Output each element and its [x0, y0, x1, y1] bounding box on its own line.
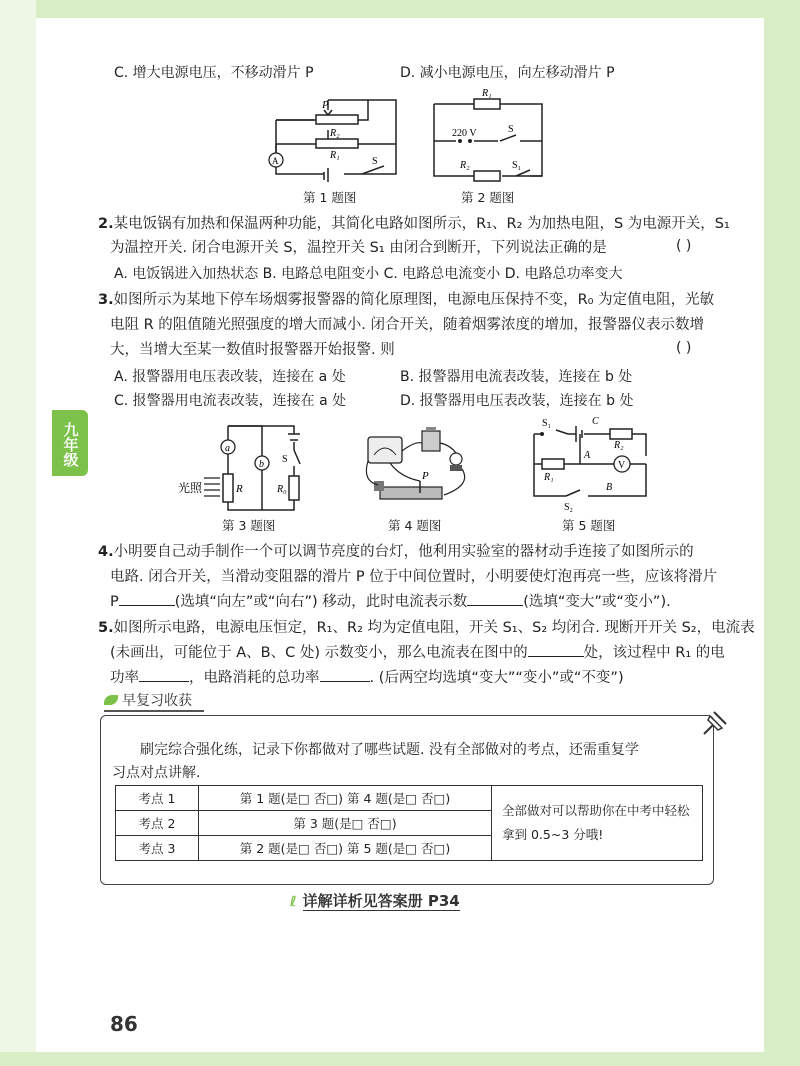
review-kp-2: 考点 2: [116, 811, 199, 836]
figure-5-caption: 第 5 题图: [562, 518, 616, 533]
fig2-label-r2: R₂: [460, 160, 470, 171]
fig1-label-r1: R₁: [330, 150, 340, 161]
q5-number: 5.: [98, 620, 114, 636]
q5-blank-total-power[interactable]: [320, 667, 370, 682]
fig3-label-r: R: [236, 483, 243, 495]
q5-blank-position[interactable]: [528, 642, 584, 657]
figure-4-caption: 第 4 题图: [388, 518, 442, 533]
q5-blank-r1-power[interactable]: [139, 667, 189, 682]
q4-blank-direction[interactable]: [119, 591, 175, 606]
fig3-label-light: 光照: [178, 481, 203, 495]
q3-answer-paren: ( ): [676, 340, 692, 356]
page-edge-right: [764, 0, 800, 1066]
fig1-label-p: P: [322, 99, 329, 111]
review-table: [115, 785, 703, 861]
q3-option-b: B. 报警器用电流表改装，连接在 b 处: [400, 369, 633, 385]
figure-5-circuit: [528, 412, 658, 512]
fig4-label-p: P: [422, 470, 429, 482]
fig5-label-v: V: [618, 460, 626, 471]
q4-blank-current[interactable]: [467, 591, 523, 606]
review-kp-1: 考点 1: [116, 786, 199, 811]
review-items-3[interactable]: 第 2 题(是□ 否□) 第 5 题(是□ 否□): [199, 836, 492, 861]
fig2-label-s: S: [508, 124, 514, 135]
q3-line-3: 大，当增大至某一数值时报警器开始报警. 则: [110, 342, 395, 358]
fig5-label-r2: R₂: [614, 440, 624, 451]
q3-line-2: 电阻 R 的阻值随光照强度的增大而减小. 闭合开关，随着烟雾浓度的增加，报警器仪表示数增: [110, 317, 705, 333]
page-edge-bottom: [0, 1052, 800, 1066]
fig5-label-r1: R₁: [544, 472, 554, 483]
q5-line-3: 功率 ，电路消耗的总功率 . (后两空均选填“变大”“变小”或“不变”): [110, 666, 624, 690]
q3-number: 3.: [98, 292, 114, 308]
fig1-label-a: A: [272, 156, 279, 166]
fig5-label-s2: S₂: [564, 502, 574, 512]
fig5-label-a: A: [584, 450, 591, 461]
q4-line-2: 电路. 闭合开关，当滑动变阻器的滑片 P 位于中间位置时，小明要使灯泡再亮一些，应该将滑片: [110, 569, 718, 585]
figure-1-circuit: [266, 92, 406, 184]
grade-side-tab: 九年级: [52, 410, 88, 476]
page-number: 86: [110, 1012, 138, 1036]
fig5-label-s1: S₁: [542, 418, 552, 429]
figure-4-apparatus: [360, 425, 478, 511]
answer-reference: ℓ 详解详析见答案册 P34: [290, 892, 460, 910]
q1-option-c: C. 增大电源电压，不移动滑片 P: [114, 65, 314, 81]
fig3-label-s: S: [282, 454, 288, 465]
fig3-label-r0: R₀: [277, 484, 287, 495]
fig3-label-a: a: [225, 443, 230, 454]
figure-2-circuit: [430, 86, 550, 186]
link-icon: ℓ: [290, 894, 297, 910]
q4-line-3: P (选填“向左”或“向右”) 移动，此时电流表示数 (选填“变大”或“变小”).: [110, 590, 671, 614]
q5-line-1: 5.如图所示电路，电源电压恒定，R₁、R₂ 均为定值电阻，开关 S₁、S₂ 均闭合. 现断开开关 S₂，电流表: [98, 620, 755, 636]
q4-number: 4.: [98, 544, 114, 560]
q1-option-d: D. 减小电源电压，向左移动滑片 P: [400, 65, 615, 81]
leaf-icon: [104, 695, 118, 705]
fig3-label-b: b: [259, 459, 264, 470]
page-edge-top: [0, 0, 800, 18]
fig1-label-r2: R₂: [330, 128, 340, 139]
page-edge-left: [0, 0, 36, 1066]
review-items-2[interactable]: 第 3 题(是□ 否□): [199, 811, 492, 836]
q3-option-a: A. 报警器用电压表改装，连接在 a 处: [114, 369, 346, 385]
q3-option-d: D. 报警器用电压表改装，连接在 b 处: [400, 393, 634, 409]
review-items-1[interactable]: 第 1 题(是□ 否□) 第 4 题(是□ 否□): [199, 786, 492, 811]
q2-options: A. 电饭锅进入加热状态 B. 电路总电阻变小 C. 电路总电流变小 D. 电路总功率变大: [114, 266, 623, 282]
q5-line-2: (未画出，可能位于 A、B、C 处) 示数变小，那么电流表在图中的 处，该过程中 R₁ 的电: [110, 641, 725, 665]
q2-number: 2.: [98, 216, 114, 232]
figure-3-caption: 第 3 题图: [222, 518, 276, 533]
fig2-label-220v: 220 V: [452, 128, 477, 139]
fig2-label-r1: R₁: [482, 88, 492, 99]
fig1-label-s: S: [372, 156, 378, 167]
q2-line-2: 为温控开关. 闭合电源开关 S，温控开关 S₁ 由闭合到断开，下列说法正确的是: [110, 240, 607, 256]
review-intro-line-2: 习点对点讲解.: [112, 765, 201, 781]
fig5-label-c: C: [592, 416, 599, 427]
figure-1-caption: 第 1 题图: [303, 190, 357, 205]
table-row: [116, 786, 703, 811]
fig5-label-b: B: [606, 482, 613, 493]
figure-2-caption: 第 2 题图: [461, 190, 515, 205]
review-header: 早复习收获: [104, 690, 192, 710]
q3-option-c: C. 报警器用电流表改装，连接在 a 处: [114, 393, 347, 409]
review-note: 全部做对可以帮助你在中考中轻松拿到 0.5~3 分哦!: [492, 786, 703, 861]
fig2-label-s1: S₁: [512, 160, 522, 171]
figure-3-circuit: [176, 418, 316, 516]
q4-line-1: 4.小明要自己动手制作一个可以调节亮度的台灯，他利用实验室的器材动手连接了如图所示的: [98, 544, 694, 560]
pushpin-icon: [696, 706, 732, 742]
q3-line-1: 3.如图所示为某地下停车场烟雾报警器的简化原理图，电源电压保持不变，R₀ 为定值电阻，光敏: [98, 292, 715, 308]
q2-line-1: 2.某电饭锅有加热和保温两种功能，其简化电路如图所示，R₁、R₂ 为加热电阻，S 为电源开关，S₁: [98, 216, 730, 232]
review-kp-3: 考点 3: [116, 836, 199, 861]
q2-answer-paren: ( ): [676, 238, 692, 254]
review-intro-line-1: 刷完综合强化练，记录下你都做对了哪些试题. 没有全部做对的考点，还需重复学: [140, 742, 639, 758]
